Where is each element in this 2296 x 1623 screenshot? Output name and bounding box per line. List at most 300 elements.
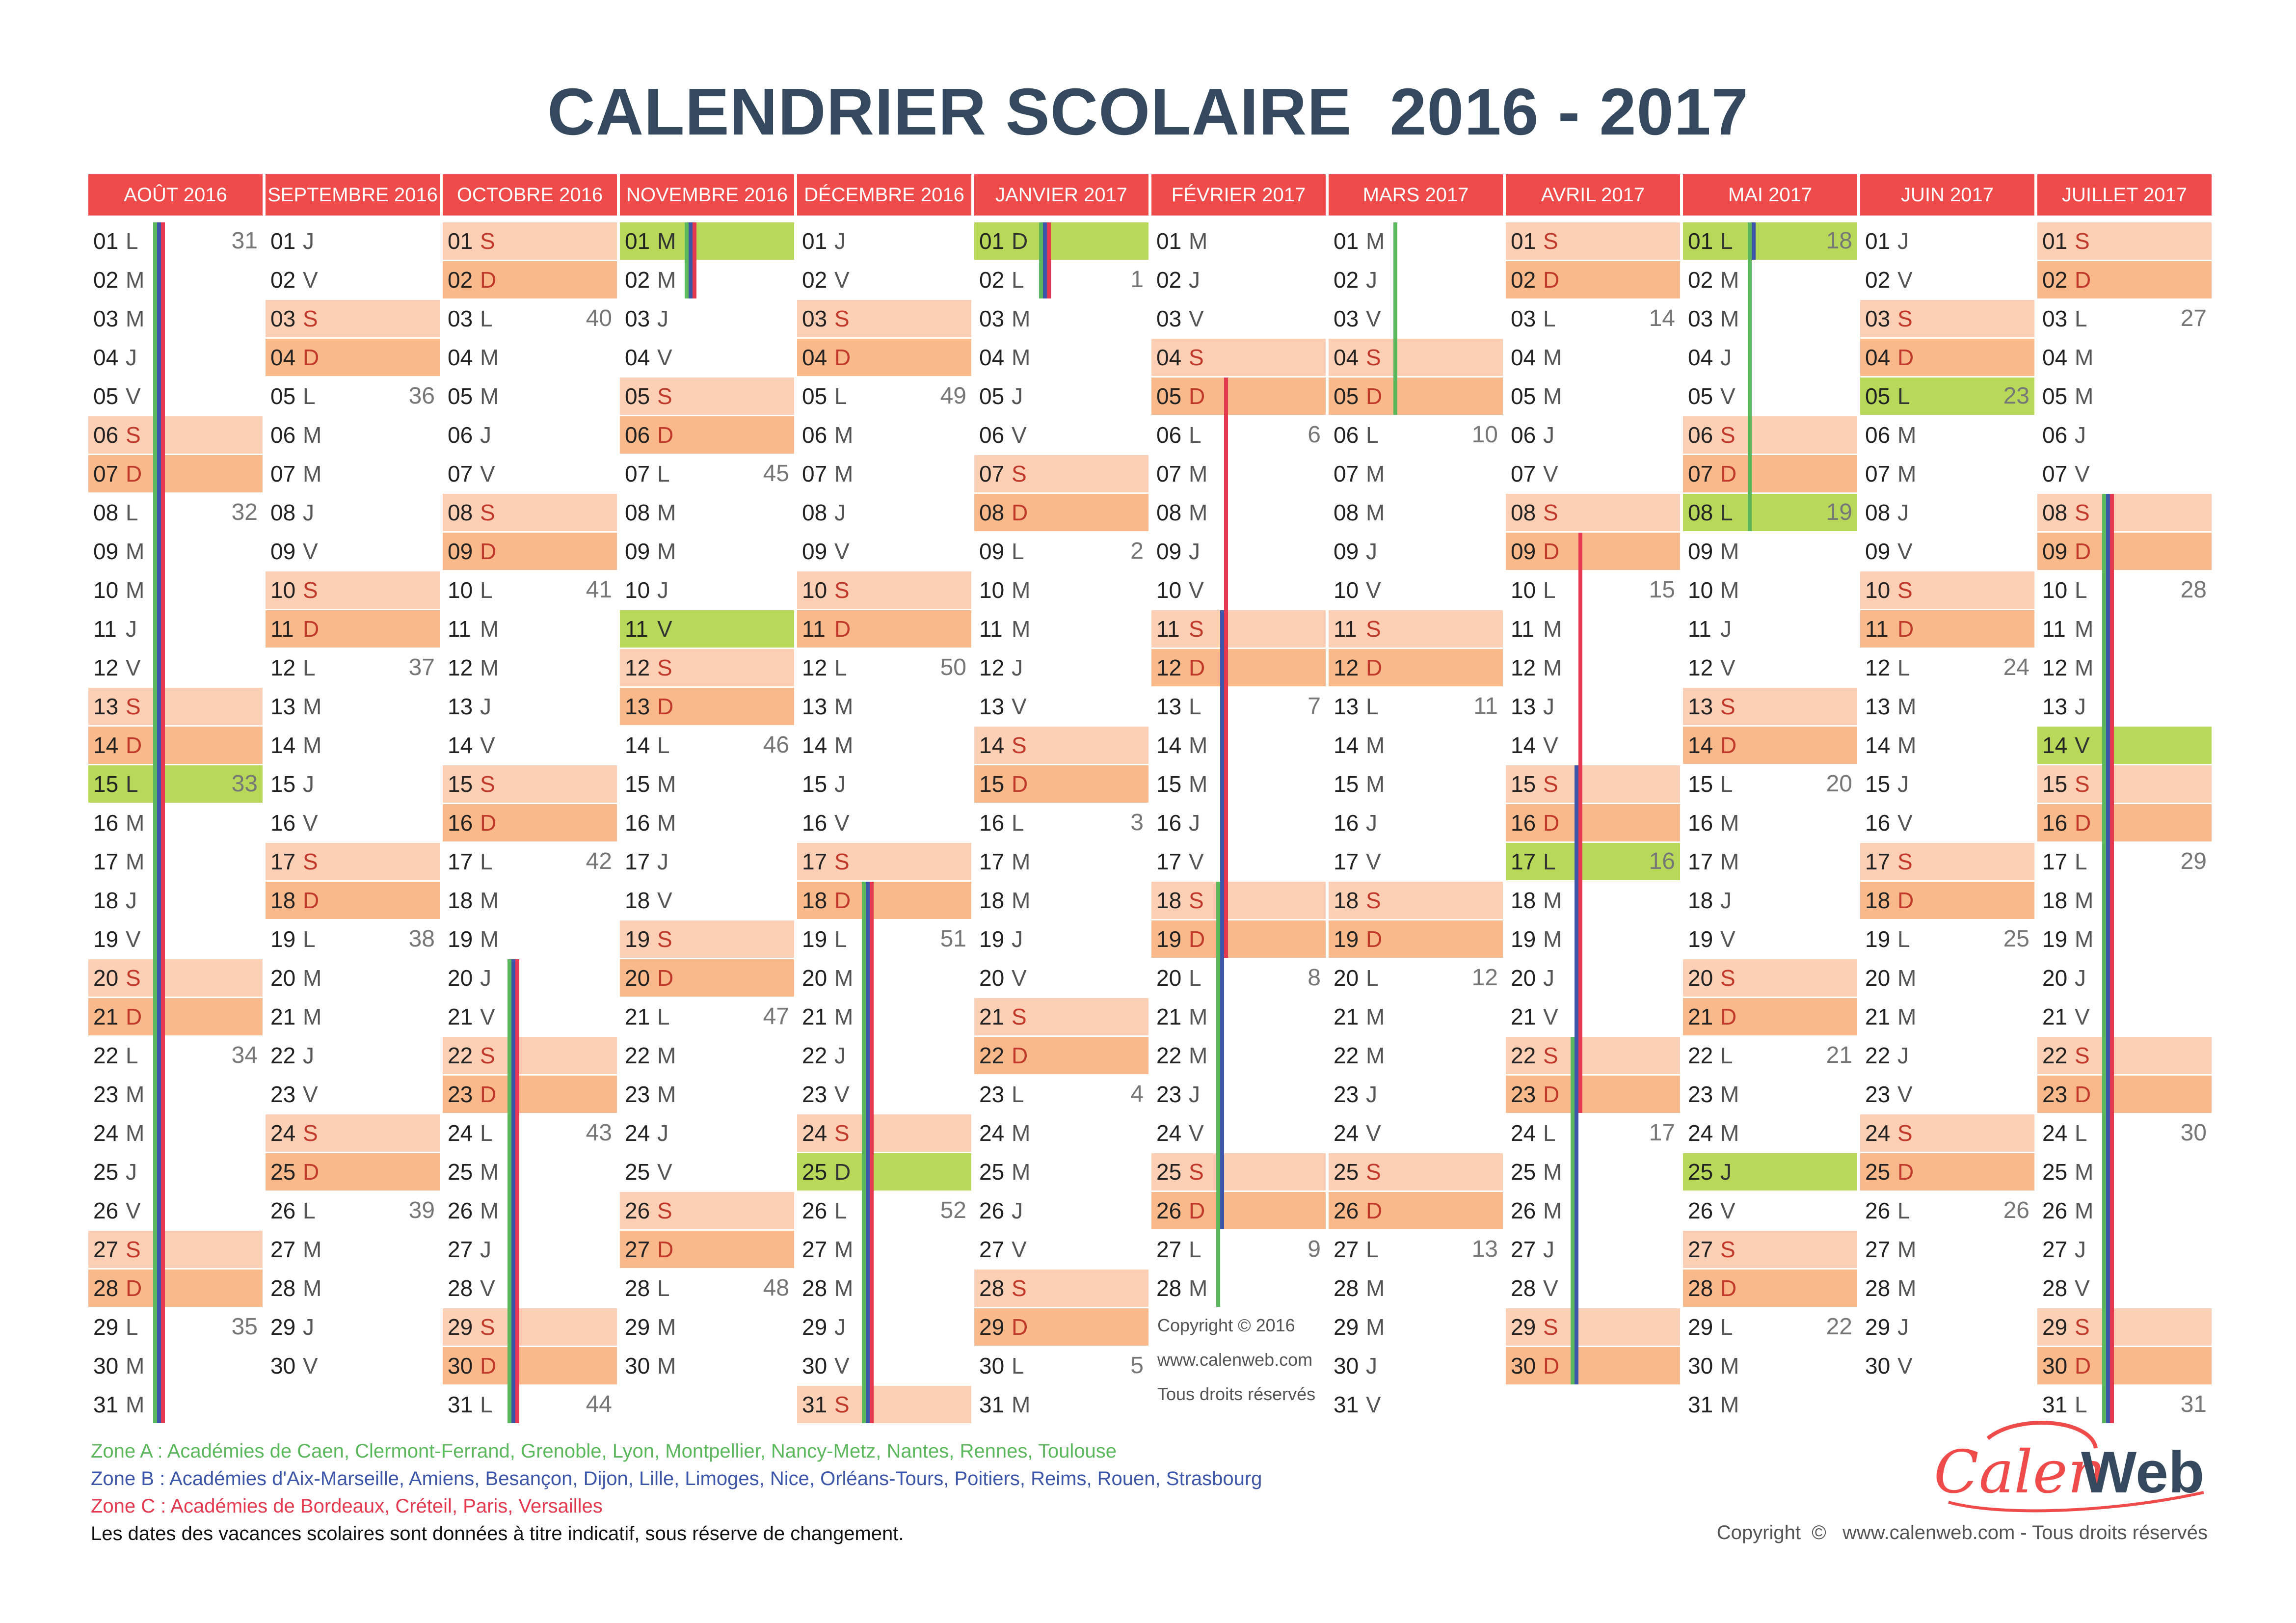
day-number: 04	[979, 345, 1005, 370]
day-cell	[443, 1347, 617, 1384]
month-header: JUIN 2017	[1860, 174, 2034, 216]
day-cell	[1151, 610, 1326, 648]
day-letter: M	[1366, 732, 1385, 758]
day-cell	[443, 1231, 617, 1268]
day-letter: M	[1189, 500, 1208, 525]
day-number: 21	[979, 1004, 1005, 1029]
day-cell	[443, 1037, 617, 1074]
day-cell	[1329, 959, 1503, 997]
inner-copyright-line: Copyright © 2016	[1157, 1315, 1295, 1335]
day-cell	[974, 882, 1148, 919]
day-letter: M	[834, 1275, 854, 1301]
day-number: 29	[1511, 1314, 1536, 1340]
day-cell	[797, 300, 971, 337]
day-letter: V	[1543, 461, 1558, 487]
day-number: 31	[979, 1392, 1005, 1417]
zone-a-holiday-bar	[2102, 494, 2106, 1423]
day-cell	[1506, 571, 1680, 609]
day-number: 03	[93, 306, 119, 331]
day-cell	[266, 571, 440, 609]
day-cell	[266, 610, 440, 648]
day-cell	[797, 727, 971, 764]
day-letter: S	[1366, 888, 1381, 913]
day-number: 06	[1334, 422, 1359, 448]
day-cell	[1860, 378, 2034, 415]
day-letter: M	[1189, 1043, 1208, 1068]
day-letter: M	[1366, 228, 1385, 254]
day-cell	[1506, 1308, 1680, 1346]
week-number: 4	[1130, 1081, 1144, 1107]
day-number: 30	[448, 1353, 473, 1379]
day-letter: S	[1189, 345, 1204, 370]
day-cell	[620, 959, 794, 997]
day-cell	[443, 998, 617, 1035]
day-cell	[1860, 610, 2034, 648]
day-letter: M	[1720, 1082, 1739, 1107]
day-cell	[1683, 765, 1857, 803]
day-letter: V	[1897, 539, 1913, 564]
day-cell	[974, 998, 1148, 1035]
day-cell	[1860, 882, 2034, 919]
day-cell	[797, 339, 971, 376]
day-number: 12	[2042, 655, 2068, 680]
day-cell	[797, 1231, 971, 1268]
day-cell	[2037, 804, 2212, 841]
day-number: 13	[448, 694, 473, 719]
day-letter: D	[834, 616, 851, 642]
day-number: 09	[270, 539, 296, 564]
day-number: 15	[1156, 771, 1182, 797]
day-cell	[2037, 300, 2212, 337]
day-number: 24	[270, 1120, 296, 1146]
day-number: 31	[802, 1392, 828, 1417]
day-number: 07	[1865, 461, 1891, 487]
day-cell	[1151, 882, 1326, 919]
day-cell	[443, 339, 617, 376]
day-number: 05	[1688, 383, 1713, 409]
day-cell	[1506, 1114, 1680, 1152]
day-cell	[1860, 1076, 2034, 1113]
day-number: 27	[1334, 1237, 1359, 1262]
day-number: 12	[625, 655, 650, 680]
day-number: 06	[2042, 422, 2068, 448]
day-letter: L	[657, 1275, 670, 1301]
day-letter: J	[1720, 616, 1732, 642]
day-number: 29	[270, 1314, 296, 1340]
week-number: 22	[1826, 1314, 1852, 1340]
day-letter: L	[303, 655, 316, 680]
day-cell	[1329, 222, 1503, 260]
day-number: 11	[1511, 616, 1534, 642]
day-number: 15	[2042, 771, 2068, 797]
day-letter: L	[1012, 267, 1024, 293]
day-letter: D	[1543, 1353, 1560, 1379]
day-number: 17	[93, 849, 119, 874]
day-cell	[620, 416, 794, 454]
day-letter: V	[480, 1275, 495, 1301]
day-cell	[88, 920, 263, 958]
day-cell	[2037, 1037, 2212, 1074]
day-cell	[797, 378, 971, 415]
day-number: 27	[979, 1237, 1005, 1262]
day-letter: M	[834, 461, 854, 487]
day-letter: M	[1366, 461, 1385, 487]
day-number: 21	[1511, 1004, 1536, 1029]
day-number: 30	[93, 1353, 119, 1379]
day-cell	[1860, 1037, 2034, 1074]
day-number: 24	[802, 1120, 828, 1146]
day-letter: M	[303, 461, 322, 487]
day-letter: L	[1366, 1237, 1379, 1262]
day-number: 01	[2042, 228, 2068, 254]
day-letter: J	[2075, 694, 2086, 719]
day-letter: M	[657, 771, 676, 797]
day-letter: M	[126, 1082, 145, 1107]
day-number: 20	[1156, 965, 1182, 991]
day-number: 19	[625, 926, 650, 952]
day-letter: M	[1189, 461, 1208, 487]
day-cell	[443, 1114, 617, 1152]
day-cell	[797, 571, 971, 609]
day-cell	[443, 378, 617, 415]
day-number: 18	[1688, 888, 1713, 913]
day-number: 20	[979, 965, 1005, 991]
day-number: 01	[625, 228, 650, 254]
day-letter: S	[1189, 1159, 1204, 1185]
day-number: 25	[448, 1159, 473, 1185]
day-number: 05	[1511, 383, 1536, 409]
day-cell	[974, 339, 1148, 376]
day-number: 23	[448, 1082, 473, 1107]
day-cell	[443, 1386, 617, 1423]
day-letter: D	[1366, 655, 1383, 680]
day-letter: L	[1012, 1353, 1024, 1379]
day-cell	[88, 1347, 263, 1384]
day-cell	[1329, 765, 1503, 803]
day-cell	[1860, 494, 2034, 531]
day-cell	[1683, 1114, 1857, 1152]
day-cell	[1151, 843, 1326, 880]
day-number: 10	[979, 577, 1005, 603]
week-number: 31	[231, 228, 258, 254]
day-cell	[797, 261, 971, 298]
day-number: 17	[270, 849, 296, 874]
day-letter: L	[834, 655, 847, 680]
day-cell	[1683, 998, 1857, 1035]
day-letter: S	[1897, 1120, 1913, 1146]
day-letter: D	[2075, 1082, 2091, 1107]
day-number: 16	[625, 810, 650, 836]
day-number: 23	[1865, 1082, 1891, 1107]
day-cell	[1151, 494, 1326, 531]
day-letter: J	[1366, 1082, 1377, 1107]
day-letter: M	[657, 810, 676, 836]
day-number: 30	[625, 1353, 650, 1379]
day-letter: V	[834, 539, 850, 564]
day-cell	[2037, 261, 2212, 298]
week-number: 18	[1826, 228, 1852, 254]
day-cell	[797, 1114, 971, 1152]
day-letter: M	[1897, 694, 1917, 719]
day-number: 27	[448, 1237, 473, 1262]
day-number: 16	[1688, 810, 1713, 836]
day-number: 14	[979, 732, 1005, 758]
week-number: 42	[586, 848, 612, 874]
day-cell	[1151, 1270, 1326, 1307]
week-number: 43	[586, 1120, 612, 1146]
day-letter: L	[1720, 1043, 1733, 1068]
day-cell	[443, 649, 617, 686]
day-letter: L	[1189, 1237, 1201, 1262]
day-letter: V	[1366, 1392, 1381, 1417]
zone-a-holiday-bar	[1039, 222, 1043, 298]
day-number: 06	[270, 422, 296, 448]
day-letter: D	[657, 422, 674, 448]
zone-b-holiday-bar	[511, 959, 515, 1423]
day-cell	[974, 571, 1148, 609]
day-letter: S	[1189, 616, 1204, 642]
week-number: 1	[1130, 267, 1144, 293]
week-number: 44	[586, 1391, 612, 1417]
logo-web: Web	[2081, 1439, 2205, 1505]
day-cell	[797, 1386, 971, 1423]
day-letter: L	[2075, 306, 2087, 331]
day-letter: D	[2075, 539, 2091, 564]
day-number: 11	[1865, 616, 1889, 642]
day-letter: S	[657, 1198, 672, 1223]
day-number: 06	[1865, 422, 1891, 448]
day-cell	[266, 416, 440, 454]
day-cell	[797, 1308, 971, 1346]
day-letter: M	[834, 965, 854, 991]
day-cell	[1683, 571, 1857, 609]
day-number: 05	[1156, 383, 1182, 409]
day-letter: V	[126, 655, 141, 680]
day-cell	[443, 920, 617, 958]
week-number: 50	[940, 654, 966, 680]
day-letter: M	[1366, 1275, 1385, 1301]
day-letter: D	[1720, 1275, 1737, 1301]
day-letter: S	[126, 422, 141, 448]
day-letter: L	[126, 1043, 138, 1068]
day-letter: S	[1720, 422, 1735, 448]
zone-b-holiday-bar	[1043, 222, 1047, 298]
day-cell	[1860, 959, 2034, 997]
day-number: 26	[625, 1198, 650, 1223]
day-number: 08	[1865, 500, 1891, 525]
day-letter: M	[1897, 965, 1917, 991]
day-number: 09	[2042, 539, 2068, 564]
day-number: 10	[802, 577, 828, 603]
day-number: 26	[1334, 1198, 1359, 1223]
day-cell	[1329, 1386, 1503, 1423]
day-letter: J	[1720, 1159, 1732, 1185]
day-number: 10	[270, 577, 296, 603]
day-letter: L	[303, 383, 316, 409]
day-letter: D	[834, 1159, 851, 1185]
day-number: 23	[1688, 1082, 1713, 1107]
day-letter: M	[1897, 1237, 1917, 1262]
day-cell	[2037, 920, 2212, 958]
day-cell	[1683, 339, 1857, 376]
day-number: 02	[979, 267, 1005, 293]
day-number: 21	[93, 1004, 119, 1029]
day-cell	[1860, 222, 2034, 260]
day-letter: M	[2075, 383, 2094, 409]
day-number: 12	[802, 655, 828, 680]
day-letter: D	[480, 1353, 497, 1379]
day-letter: S	[1189, 888, 1204, 913]
day-number: 05	[1865, 383, 1891, 409]
day-number: 13	[1511, 694, 1536, 719]
day-cell	[1329, 455, 1503, 492]
day-number: 02	[448, 267, 473, 293]
day-number: 14	[1511, 732, 1536, 758]
day-number: 11	[1334, 616, 1357, 642]
day-number: 15	[270, 771, 296, 797]
day-letter: M	[657, 267, 676, 293]
day-cell	[1329, 494, 1503, 531]
day-cell	[88, 765, 263, 803]
day-number: 04	[2042, 345, 2068, 370]
day-cell	[1329, 1347, 1503, 1384]
month-header: MAI 2017	[1683, 174, 1857, 216]
day-letter: L	[1897, 926, 1910, 952]
day-cell	[88, 610, 263, 648]
day-cell	[1683, 300, 1857, 337]
day-letter: L	[1543, 1120, 1556, 1146]
day-cell	[1151, 1037, 1326, 1074]
day-number: 17	[448, 849, 473, 874]
day-cell	[1860, 765, 2034, 803]
day-letter: M	[126, 267, 145, 293]
week-number: 35	[231, 1314, 258, 1340]
day-letter: S	[1720, 1237, 1735, 1262]
day-letter: M	[2075, 655, 2094, 680]
day-letter: V	[303, 539, 318, 564]
day-letter: J	[1012, 383, 1023, 409]
day-number: 29	[1688, 1314, 1713, 1340]
day-number: 12	[1156, 655, 1182, 680]
day-cell	[2037, 571, 2212, 609]
day-cell	[266, 959, 440, 997]
day-cell	[974, 1231, 1148, 1268]
day-number: 18	[1511, 888, 1536, 913]
day-cell	[2037, 1231, 2212, 1268]
day-cell	[1860, 416, 2034, 454]
day-letter: M	[1012, 1159, 1031, 1185]
day-cell	[1151, 300, 1326, 337]
day-number: 27	[1156, 1237, 1182, 1262]
day-cell	[620, 804, 794, 841]
day-cell	[2037, 1386, 2212, 1423]
day-letter: V	[1897, 1082, 1913, 1107]
day-letter: S	[2075, 771, 2090, 797]
week-number: 30	[2180, 1120, 2207, 1146]
day-cell	[620, 1037, 794, 1074]
week-number: 15	[1649, 577, 1675, 603]
day-number: 13	[1688, 694, 1713, 719]
day-letter: L	[126, 771, 138, 797]
day-letter: D	[1189, 1198, 1205, 1223]
zone-c-holiday-bar	[1578, 533, 1582, 1113]
day-number: 12	[1511, 655, 1536, 680]
day-letter: M	[303, 422, 322, 448]
day-number: 19	[93, 926, 119, 952]
day-number: 02	[1688, 267, 1713, 293]
day-cell	[1151, 765, 1326, 803]
day-letter: V	[480, 732, 495, 758]
day-number: 27	[1688, 1237, 1713, 1262]
day-letter: M	[1366, 1314, 1385, 1340]
day-number: 09	[802, 539, 828, 564]
footer-copyright: Copyright © www.calenweb.com - Tous droits réservés	[1716, 1522, 2208, 1543]
day-cell	[620, 1308, 794, 1346]
day-letter: D	[303, 888, 320, 913]
day-number: 11	[448, 616, 471, 642]
day-cell	[974, 727, 1148, 764]
day-number: 11	[1156, 616, 1180, 642]
day-number: 17	[1688, 849, 1713, 874]
legend-zone-b: Zone B : Académies d'Aix-Marseille, Amiens, Besançon, Dijon, Lille, Limoges, Nice, Orléans-Tours, Poitiers, Reims, Rouen, Strasbourg	[91, 1468, 1262, 1489]
day-letter: V	[1012, 422, 1027, 448]
day-letter: S	[1012, 461, 1027, 487]
day-letter: D	[1366, 383, 1383, 409]
day-number: 19	[270, 926, 296, 952]
day-letter: S	[1366, 1159, 1381, 1185]
day-number: 26	[979, 1198, 1005, 1223]
day-number: 18	[93, 888, 119, 913]
day-cell	[1683, 920, 1857, 958]
zone-b-holiday-bar	[1575, 765, 1578, 1384]
day-number: 18	[270, 888, 296, 913]
day-letter: S	[303, 1120, 318, 1146]
day-letter: V	[1543, 732, 1558, 758]
day-letter: D	[657, 965, 674, 991]
day-letter: S	[480, 500, 495, 525]
day-number: 12	[93, 655, 119, 680]
day-cell	[1506, 1076, 1680, 1113]
day-cell	[266, 1270, 440, 1307]
day-letter: V	[657, 345, 672, 370]
day-letter: S	[834, 306, 850, 331]
zone-a-holiday-bar	[1216, 882, 1220, 1307]
day-letter: L	[834, 383, 847, 409]
day-letter: V	[834, 1082, 850, 1107]
week-number: 11	[1473, 693, 1498, 719]
day-letter: S	[2075, 500, 2090, 525]
day-number: 28	[625, 1275, 650, 1301]
day-letter: M	[1189, 228, 1208, 254]
day-cell	[1860, 804, 2034, 841]
day-cell	[1151, 1231, 1326, 1268]
page-title: CALENDRIER SCOLAIRE 2016 - 2017	[547, 75, 1749, 149]
day-cell	[1151, 339, 1326, 376]
day-letter: L	[303, 1198, 316, 1223]
day-cell	[1506, 378, 1680, 415]
week-number: 32	[231, 499, 258, 525]
day-number: 14	[802, 732, 828, 758]
day-letter: S	[1366, 345, 1381, 370]
day-letter: M	[2075, 888, 2094, 913]
day-cell	[620, 998, 794, 1035]
day-cell	[1329, 416, 1503, 454]
day-number: 23	[93, 1082, 119, 1107]
day-letter: J	[303, 228, 314, 254]
day-letter: V	[1189, 306, 1204, 331]
day-cell	[2037, 1153, 2212, 1190]
day-letter: L	[1012, 1082, 1024, 1107]
